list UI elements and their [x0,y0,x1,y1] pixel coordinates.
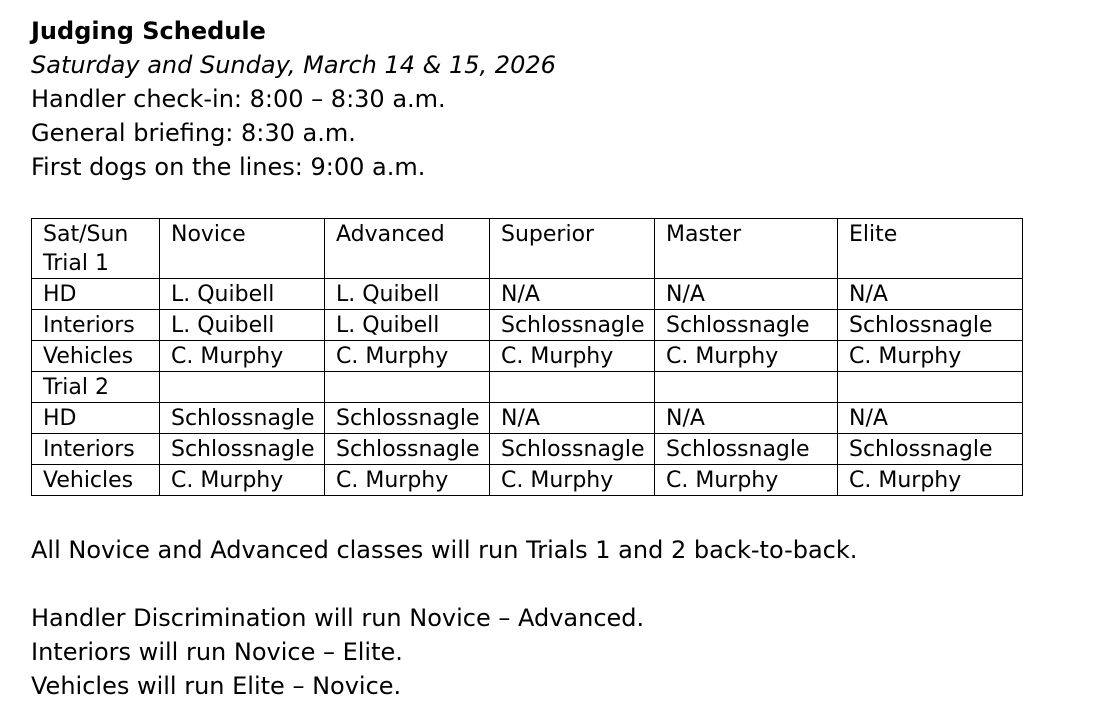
paragraph-spacer [31,567,1091,601]
table-cell: Trial 2 [32,372,160,403]
table-cell: Schlossnagle [325,403,490,434]
table-cell [160,372,325,403]
table-cell: N/A [838,279,1023,310]
table-cell: N/A [655,279,838,310]
table-cell: N/A [838,403,1023,434]
column-header: Novice [160,219,325,279]
column-header: Sat/Sun Trial 1 [32,219,160,279]
table-cell: Schlossnagle [838,434,1023,465]
table-cell: HD [32,279,160,310]
checkin-time: Handler check-in: 8:00 – 8:30 a.m. [31,85,446,113]
interiors-order-note: Interiors will run Novice – Elite. [31,638,403,666]
table-cell: Schlossnagle [160,434,325,465]
table-cell: Vehicles [32,465,160,496]
vehicles-order-note: Vehicles will run Elite – Novice. [31,672,402,700]
table-row [32,310,1023,341]
table-cell: N/A [490,279,655,310]
table-row [32,434,1023,465]
table-header-row [32,219,1023,279]
table-cell: HD [32,403,160,434]
column-header: Master [655,219,838,279]
column-header: Advanced [325,219,490,279]
table-row [32,403,1023,434]
table-cell: N/A [490,403,655,434]
column-header: Elite [838,219,1023,279]
table-cell: Schlossnagle [160,403,325,434]
table-cell [325,372,490,403]
page-title: Judging Schedule [31,17,266,45]
table-cell: C. Murphy [325,341,490,372]
schedule-notes [31,533,1091,703]
back-to-back-note: All Novice and Advanced classes will run Trials 1 and 2 back-to-back. [31,536,858,564]
table-cell: Vehicles [32,341,160,372]
table-row [32,465,1023,496]
table-cell: C. Murphy [655,465,838,496]
table-cell: Schlossnagle [838,310,1023,341]
table-cell [838,372,1023,403]
table-cell [490,372,655,403]
table-cell: Schlossnagle [490,434,655,465]
table-cell: C. Murphy [838,341,1023,372]
table-cell: C. Murphy [490,341,655,372]
table-cell: C. Murphy [838,465,1023,496]
table-cell [655,372,838,403]
table-cell: C. Murphy [160,341,325,372]
table-cell: Schlossnagle [325,434,490,465]
column-header: Superior [490,219,655,279]
document-page [31,14,1091,703]
table-cell: L. Quibell [325,279,490,310]
table-row [32,279,1023,310]
table-cell: C. Murphy [325,465,490,496]
table-cell: C. Murphy [490,465,655,496]
table-cell: Interiors [32,434,160,465]
table-cell: N/A [655,403,838,434]
judging-schedule-table [31,218,1023,496]
table-cell: Schlossnagle [490,310,655,341]
table-cell: Schlossnagle [655,434,838,465]
hd-order-note: Handler Discrimination will run Novice – Advanced. [31,604,645,632]
briefing-time: General briefing: 8:30 a.m. [31,119,356,147]
table-cell: L. Quibell [160,310,325,341]
table-row [32,341,1023,372]
table-cell: L. Quibell [160,279,325,310]
table-cell: C. Murphy [160,465,325,496]
first-dogs-time: First dogs on the lines: 9:00 a.m. [31,153,426,181]
table-cell: L. Quibell [325,310,490,341]
table-row [32,372,1023,403]
table-cell: Schlossnagle [655,310,838,341]
table-cell: Interiors [32,310,160,341]
event-dates: Saturday and Sunday, March 14 & 15, 2026 [31,51,556,79]
table-cell: C. Murphy [655,341,838,372]
